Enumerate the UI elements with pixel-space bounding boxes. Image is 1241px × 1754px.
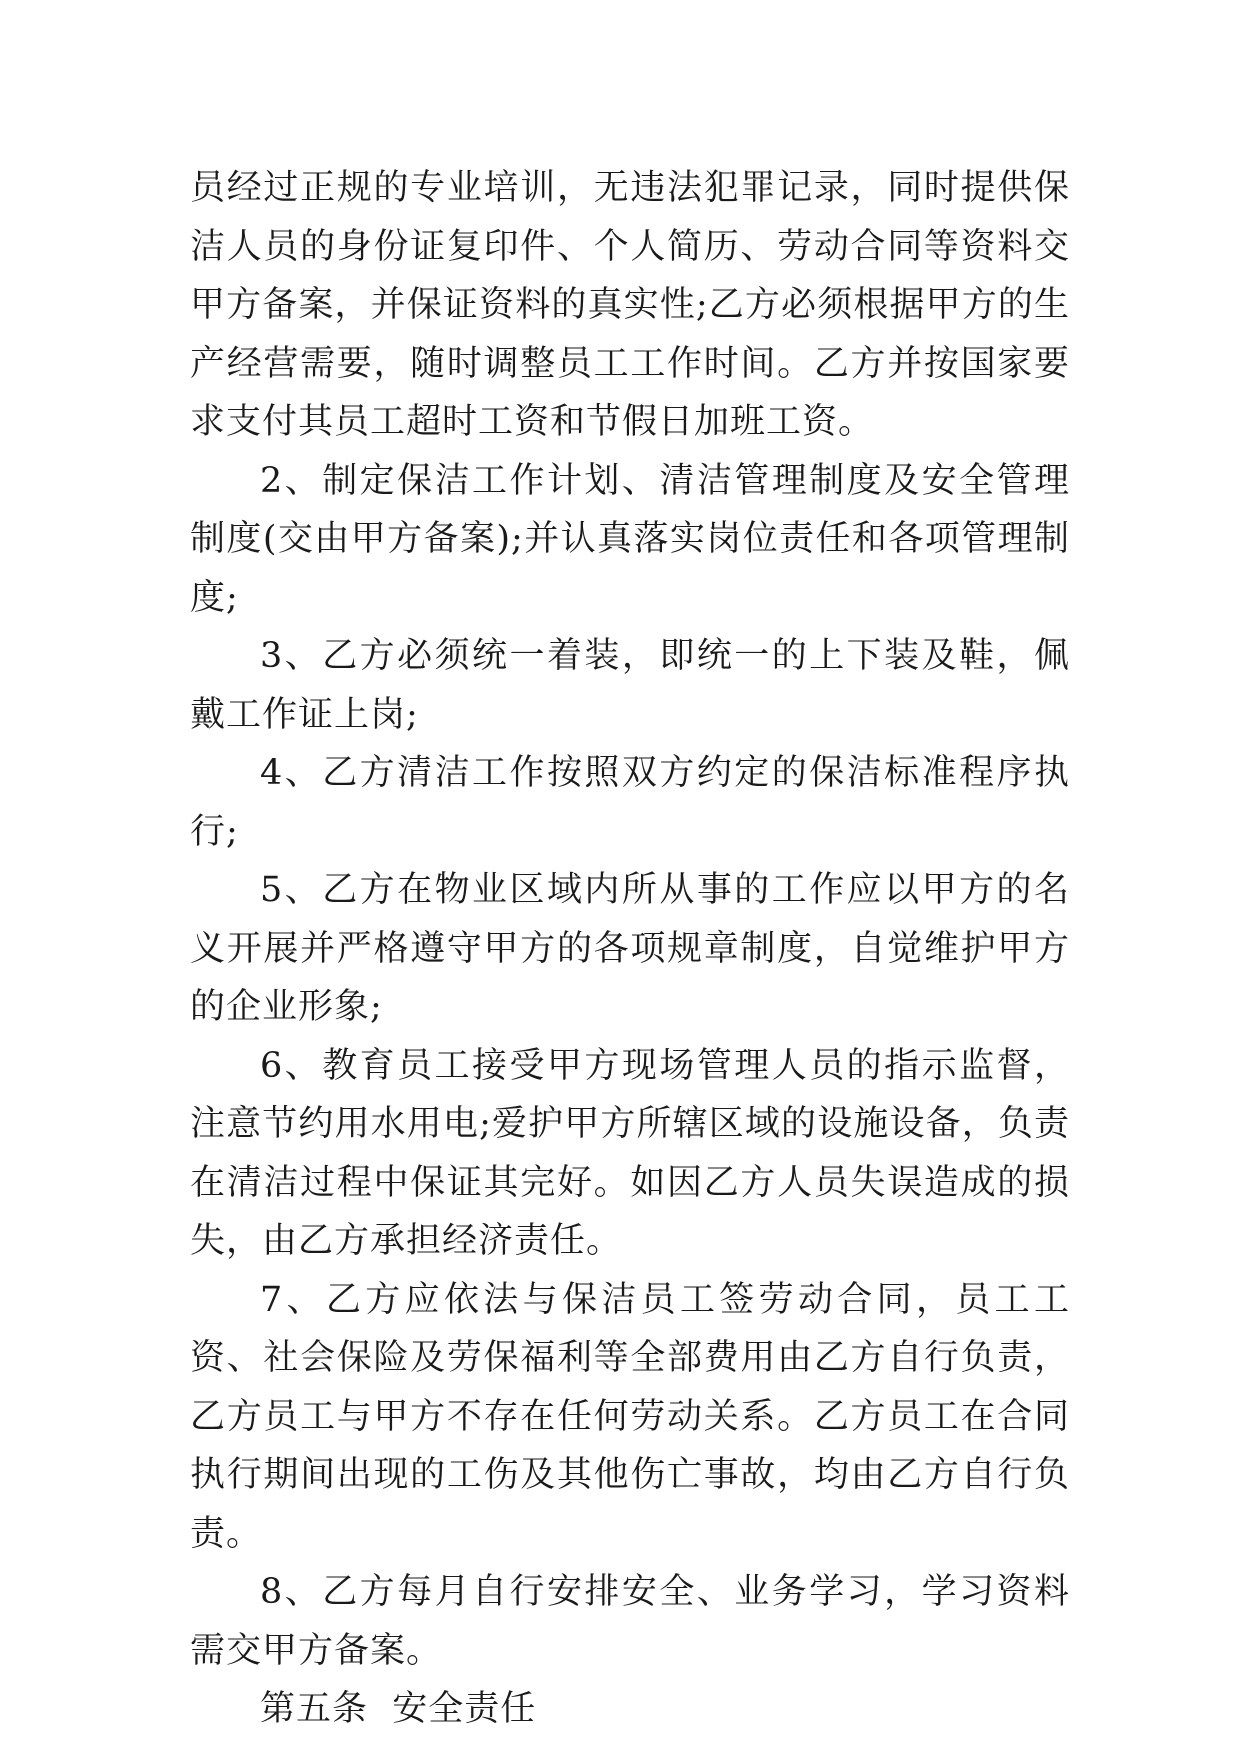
clause-3: 3、乙方必须统一着装，即统一的上下装及鞋，佩戴工作证上岗; [190, 636, 1070, 735]
document-body [190, 159, 1070, 1739]
clause-6: 6、教育员工接受甲方现场管理人员的指示监督，注意节约用水用电;爱护甲方所辖区域的设施设备，负责在清洁过程中保证其完好。如因乙方人员失误造成的损失，由乙方承担经济责任。 [190, 1045, 1070, 1261]
paragraph-continuation: 员经过正规的专业培训，无违法犯罪记录，同时提供保洁人员的身份证复印件、个人简历、劳动合同等资料交甲方备案，并保证资料的真实性;乙方必须根据甲方的生产经营需要，随时调整员工工作时间。乙方并按国家要求支付其员工超时工资和节假日加班工资。 [190, 168, 1070, 442]
clause-7: 7、乙方应依法与保洁员工签劳动合同，员工工资、社会保险及劳保福利等全部费用由乙方自行负责，乙方员工与甲方不存在任何劳动关系。乙方员工在合同执行期间出现的工伤及其他伤亡事故，均由乙方自行负责。 [190, 1279, 1070, 1554]
clause-2: 2、制定保洁工作计划、清洁管理制度及安全管理制度(交由甲方备案);并认真落实岗位责任和各项管理制度; [190, 460, 1070, 618]
clause-4: 4、乙方清洁工作按照双方约定的保洁标准程序执行; [190, 753, 1070, 852]
section-heading: 第五条 安全责任 [260, 1689, 537, 1729]
clause-8: 8、乙方每月自行安排安全、业务学习，学习资料需交甲方备案。 [190, 1572, 1070, 1671]
clause-5: 5、乙方在物业区域内所从事的工作应以甲方的名义开展并严格遵守甲方的各项规章制度，自觉维护甲方的企业形象; [190, 870, 1070, 1027]
